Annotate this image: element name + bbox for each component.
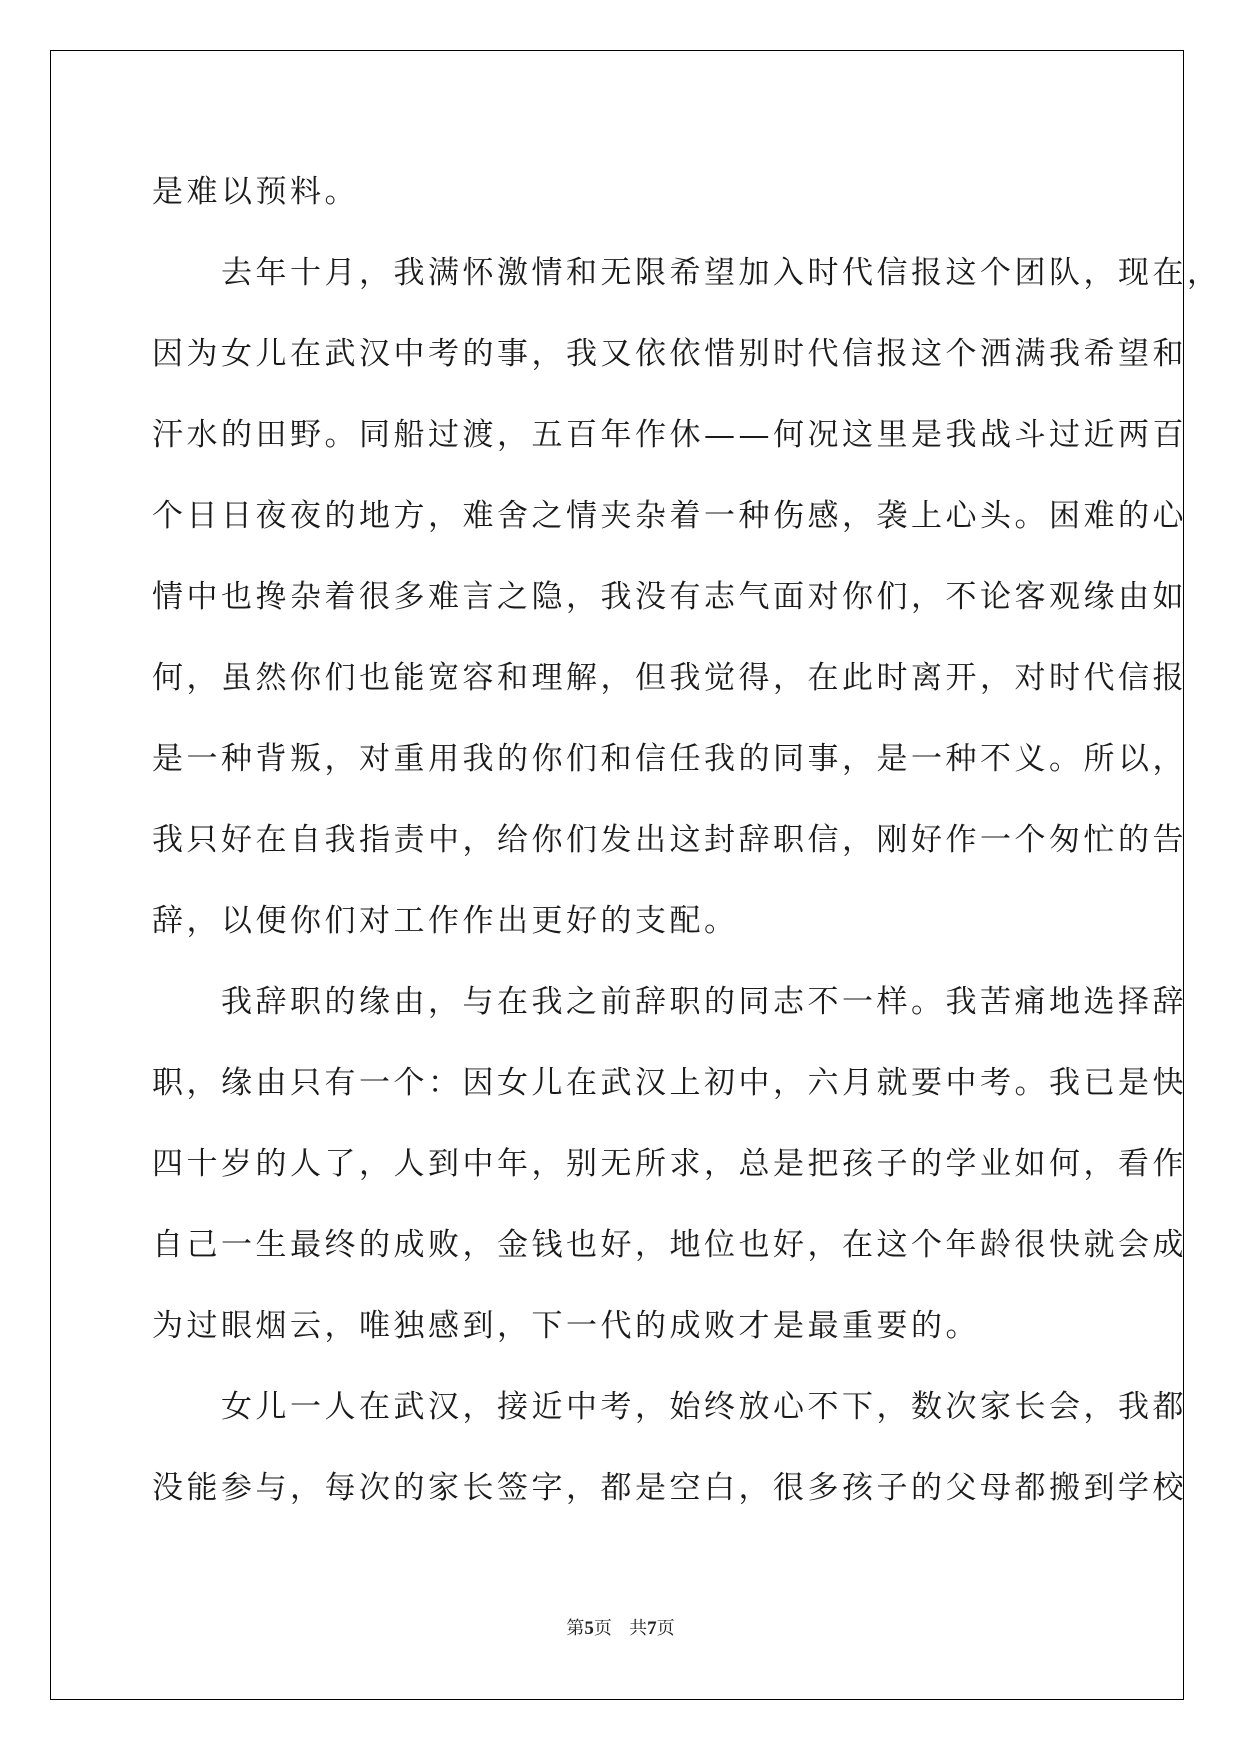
text-line: 四十岁的人了，人到中年，别无所求，总是把孩子的学业如何，看作: [152, 1146, 1187, 1182]
text-line: 是一种背叛，对重用我的你们和信任我的同事，是一种不义。所以，: [152, 741, 1187, 777]
text-line: 汗水的田野。同船过渡，五百年作休——何况这里是我战斗过近两百: [152, 417, 1187, 453]
text-line: 我只好在自我指责中，给你们发出这封辞职信，刚好作一个匆忙的告: [152, 822, 1187, 858]
page-border: [50, 50, 1184, 1700]
page-total: 7: [647, 1618, 657, 1639]
footer-total-prefix: 共: [629, 1618, 648, 1639]
text-line: 个日日夜夜的地方，难舍之情夹杂着一种伤感，袭上心头。困难的心: [152, 498, 1187, 534]
text-line: 没能参与，每次的家长签字，都是空白，很多孩子的父母都搬到学校: [152, 1470, 1187, 1506]
text-line: 因为女儿在武汉中考的事，我又依依惜别时代信报这个洒满我希望和: [152, 336, 1187, 372]
footer-page-suffix: 页: [593, 1618, 612, 1639]
text-line: 情中也搀杂着很多难言之隐，我没有志气面对你们，不论客观缘由如: [152, 579, 1187, 615]
text-line: 我辞职的缘由，与在我之前辞职的同志不一样。我苦痛地选择辞: [152, 984, 1187, 1020]
text-line: 自己一生最终的成败，金钱也好，地位也好，在这个年龄很快就会成: [152, 1227, 1187, 1263]
text-line: 去年十月，我满怀激情和无限希望加入时代信报这个团队，现在，: [152, 255, 1222, 291]
page-footer: [0, 1614, 1241, 1640]
text-line: 女儿一人在武汉，接近中考，始终放心不下，数次家长会，我都: [152, 1389, 1187, 1425]
text-line: 职，缘由只有一个：因女儿在武汉上初中，六月就要中考。我已是快: [152, 1065, 1187, 1101]
text-line: 为过眼烟云，唯独感到，下一代的成败才是最重要的。: [152, 1308, 980, 1344]
page-number: 5: [584, 1618, 594, 1639]
text-line: 何，虽然你们也能宽容和理解，但我觉得，在此时离开，对时代信报: [152, 660, 1187, 696]
text-line: 辞，以便你们对工作作出更好的支配。: [152, 903, 739, 939]
footer-total-suffix: 页: [656, 1618, 675, 1639]
footer-prefix: 第: [566, 1618, 585, 1639]
text-line: 是难以预料。: [152, 174, 359, 210]
